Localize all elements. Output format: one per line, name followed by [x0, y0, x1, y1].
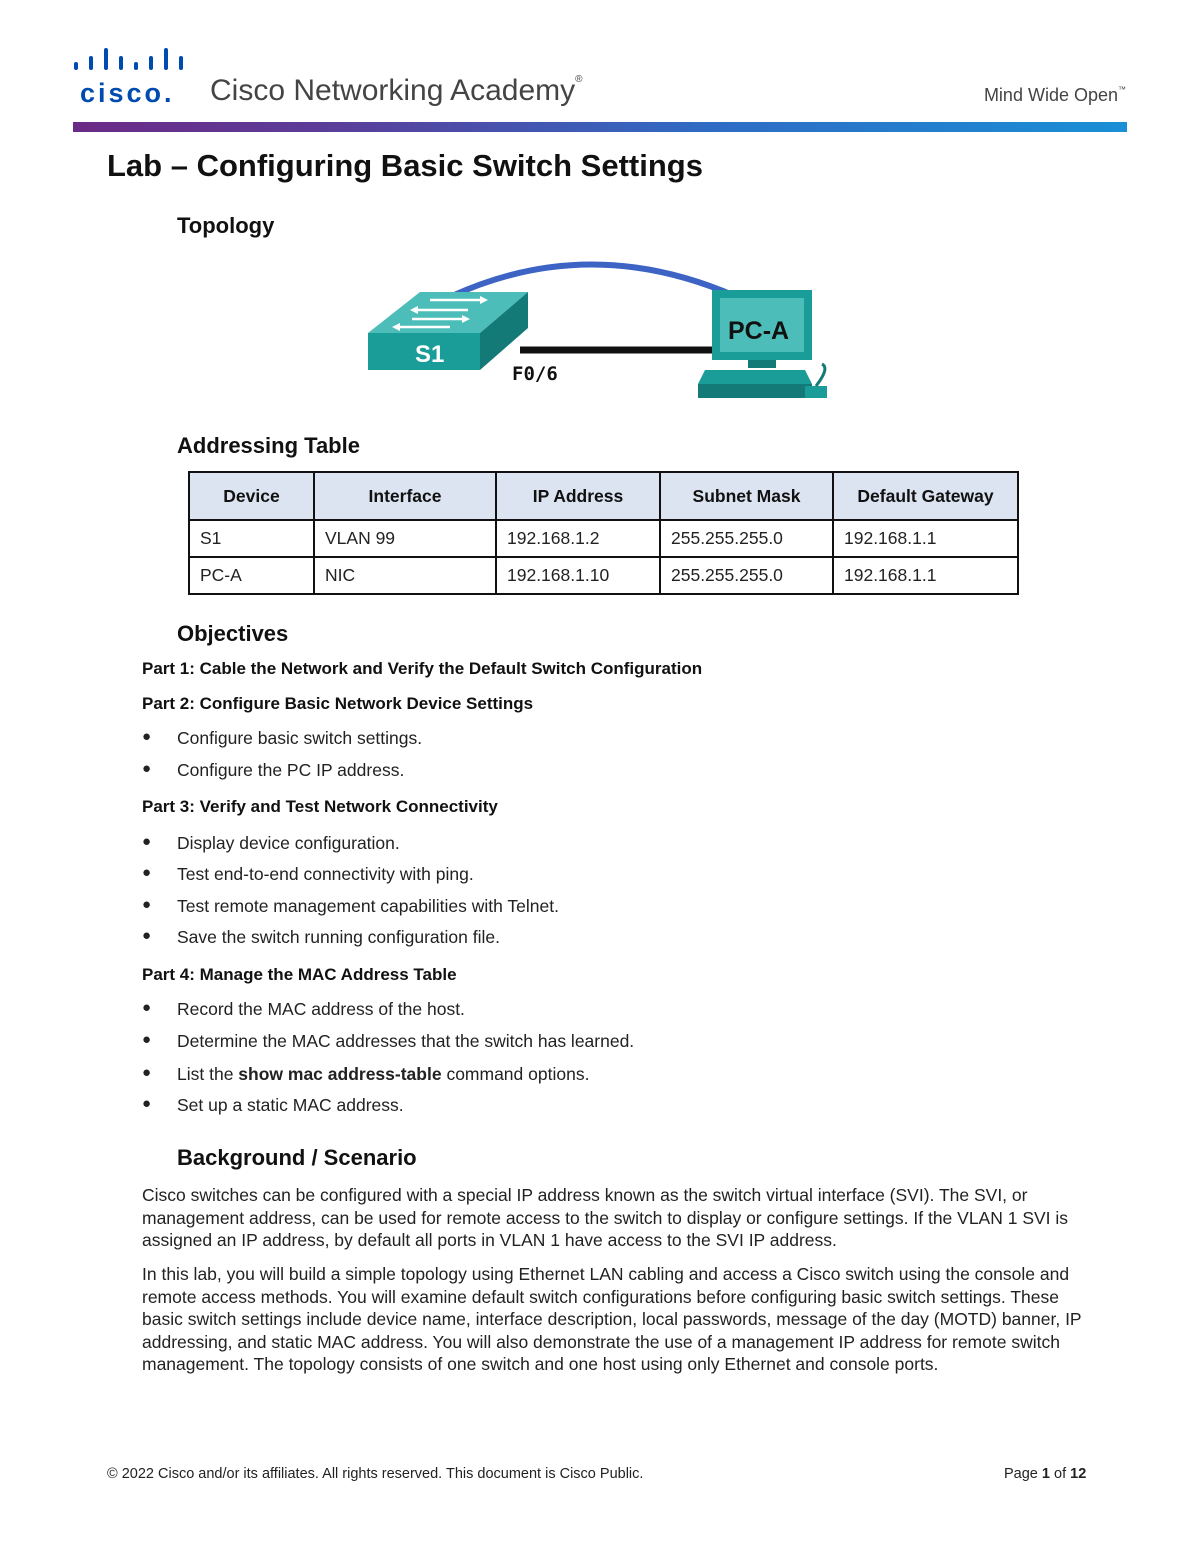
list-item-text: Set up a static MAC address. [177, 1095, 404, 1115]
list-item-text: Save the switch running configuration file. [177, 927, 500, 947]
list-item-text: Test end-to-end connectivity with ping. [177, 864, 474, 884]
list-item-text [177, 1064, 589, 1085]
link-label: F0/6 [512, 363, 558, 385]
addressing-table-heading: Addressing Table [177, 433, 360, 458]
list-item-text: Display device configuration. [177, 833, 400, 853]
objective-part-3: Part 3: Verify and Test Network Connectivity [142, 797, 498, 816]
table-cell: 192.168.1.1 [833, 557, 1018, 594]
list-item-text: Determine the MAC addresses that the switch has learned. [177, 1031, 635, 1051]
page-word: Page [1004, 1466, 1038, 1482]
command-text: show mac address-table [238, 1064, 442, 1084]
table-cell: 192.168.1.1 [833, 520, 1018, 557]
academy-registered-mark: ® [575, 74, 583, 85]
topology-heading: Topology [177, 213, 275, 238]
column-header-device: Device [189, 472, 314, 520]
objective-part-4: Part 4: Manage the MAC Address Table [142, 965, 457, 984]
switch-s1-icon [368, 292, 528, 370]
academy-title [210, 74, 583, 108]
header-gradient-bar [73, 122, 1127, 132]
bullet-icon: ● [142, 1095, 152, 1112]
tagline-trademark: ™ [1118, 85, 1126, 94]
list-item-text-post: command options. [441, 1064, 590, 1084]
bullet-icon: ● [142, 1031, 152, 1048]
objectives-heading: Objectives [177, 621, 289, 646]
footer-page-number [1004, 1466, 1086, 1482]
current-page: 1 [1041, 1466, 1050, 1482]
bullet-icon: ● [142, 864, 152, 881]
objective-part-1: Part 1: Cable the Network and Verify the Default Switch Configuration [142, 659, 703, 678]
table-cell: 255.255.255.0 [660, 557, 833, 594]
list-item-text: Record the MAC address of the host. [177, 999, 465, 1019]
of-word: of [1054, 1466, 1067, 1482]
cisco-logo-bars-icon [74, 46, 184, 76]
bullet-icon: ● [142, 760, 152, 777]
table-cell: NIC [314, 557, 496, 594]
console-cable [452, 265, 735, 297]
tagline [984, 85, 1126, 106]
bullet-icon: ● [142, 833, 152, 850]
bullet-icon: ● [142, 999, 152, 1016]
topology-diagram [360, 258, 840, 408]
list-item-text: Test remote management capabilities with Telnet. [177, 896, 559, 916]
table-cell: S1 [189, 520, 314, 557]
table-cell: PC-A [189, 557, 314, 594]
footer-copyright: © 2022 Cisco and/or its affiliates. All rights reserved. This document is Cisco Public. [107, 1466, 644, 1482]
background-paragraph-2: In this lab, you will build a simple topology using Ethernet LAN cabling and access a Cisco switch using the console and remote access methods. You will examine default switch configurations before configuring basic switch settings. These basic switch settings include device name, interface description, local passwords, message of the day (MOTD) banner, IP addressing, and static MAC address. You will also demonstrate the use of a management IP address for remote switch management. The topology consists of one switch and one host using only Ethernet and console ports. [142, 1264, 1082, 1374]
pc-label: PC-A [728, 317, 790, 345]
addressing-table [188, 471, 1019, 595]
bullet-icon: ● [142, 896, 152, 913]
column-header-subnet-mask: Subnet Mask [660, 472, 833, 520]
list-item-text: Configure the PC IP address. [177, 760, 405, 780]
column-header-interface: Interface [314, 472, 496, 520]
column-header-ip-address: IP Address [496, 472, 660, 520]
background-heading: Background / Scenario [177, 1145, 417, 1170]
table-row [189, 520, 1018, 557]
switch-label: S1 [415, 341, 445, 368]
bullet-icon: ● [142, 927, 152, 944]
objective-part-2: Part 2: Configure Basic Network Device Settings [142, 694, 534, 713]
table-row [189, 557, 1018, 594]
cisco-logo-wordmark: cisco. [80, 78, 175, 108]
table-cell: 192.168.1.2 [496, 520, 660, 557]
tagline-text: Mind Wide Open [983, 85, 1118, 105]
list-item-text: Configure basic switch settings. [177, 728, 423, 748]
bullet-icon: ● [142, 1064, 152, 1081]
column-header-default-gateway: Default Gateway [833, 472, 1018, 520]
bullet-icon: ● [142, 728, 152, 745]
total-pages: 12 [1070, 1466, 1087, 1482]
academy-name: Cisco Networking Academy [210, 74, 576, 107]
background-paragraph-1: Cisco switches can be configured with a special IP address known as the switch virtual interface (SVI). The SVI, or management address, can be used for remote access to the switch to display or configure settings. If the VLAN 1 SVI is assigned an IP address, by default all ports in VLAN 1 have access to the SVI IP address. [142, 1185, 1069, 1250]
table-cell: 192.168.1.10 [496, 557, 660, 594]
table-cell: 255.255.255.0 [660, 520, 833, 557]
table-header-row [189, 472, 1018, 520]
list-item-text-pre: List the [177, 1064, 239, 1084]
document-title: Lab – Configuring Basic Switch Settings [107, 148, 703, 183]
table-cell: VLAN 99 [314, 520, 496, 557]
